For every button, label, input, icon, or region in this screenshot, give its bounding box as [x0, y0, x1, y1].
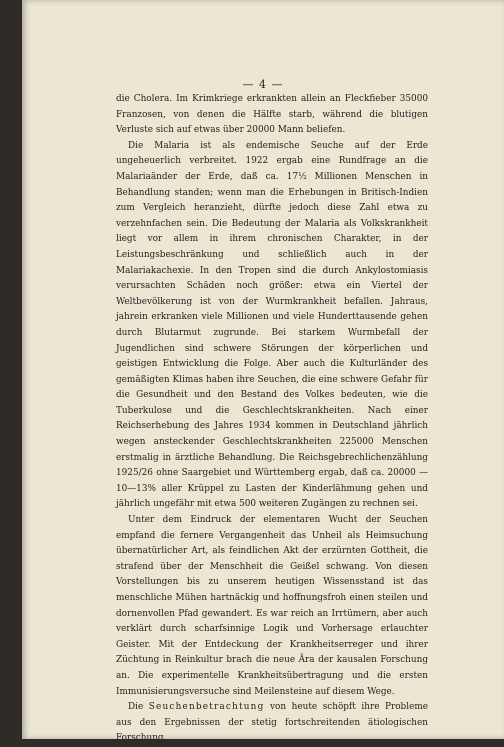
paragraph-4: [116, 700, 428, 747]
paragraph-1: die Cholera. Im Krimkriege erkrankten allein an Fleckfieber 35000 Franzosen, von denen die Hälfte starb, während die blutigen Verluste sich auf etwas über 20000 Mann beliefen.: [116, 94, 428, 136]
paragraph-3: Unter dem Eindruck der elementaren Wucht der Seuchen empfand die fernere Vergangenheit das Unheil als Heimsuchung übernatürlicher Art, als feindlichen Akt der erzürnten Gottheit, die strafend über der Menschheit die Geißel schwang. Von diesen Vorstellungen bis zu unserem heutigen Wissensstand ist das menschliche Mühen hartnäckig und hoffnungsfroh einen steilen und dornenvollen Pfad gewandert. Es war reich an Irrtümern, aber auch verklärt durch scharfsinnige Logik und Vorhersage erlauchter Geister. Mit der Entdeckung der Krankheitserreger und ihrer Züchtung in Reinkultur brach die neue Ära der kausalen Forschung an. Die experimentelle Krankheitsübertragung und die ersten Immunisierungsversuche sind Meilensteine auf diesem Wege.: [116, 515, 428, 697]
page-number: — 4 —: [242, 78, 284, 91]
paragraph-4-lead: Die: [128, 702, 149, 713]
paragraph-2: Die Malaria ist als endemische Seuche auf der Erde ungeheuerlich verbreitet. 1922 ergab eine Rundfrage an die Malariaänder der Erde, daß ca. 17½ Millionen Menschen in Behandlung standen; wenn man die Erhebungen in Britisch-Indien zum Vergleich heranzieht, dürfte jedoch diese Zahl etwa zu verzehnfachen sein. Die Bedeutung der Malaria als Volkskrankheit liegt vor allem in ihrem chronischen Charakter, in der Leistungsbeschränkung und schließlich auch in der Malariakachexie. In den Tropen sind die durch Ankylostomiasis verursachten Schäden noch größer: etwa ein Viertel der Weltbevölkerung ist von der Wurmkrankheit befallen. Jahraus, jahrein erkranken viele Millionen und viele Hunderttausende gehen durch Blutarmut zugrunde. Bei starkem Wurmbefall der Jugendlichen sind schwere Störungen der körperlichen und geistigen Entwicklung die Folge. Aber auch die Kulturländer des gemäßigten Klimas haben ihre Seuchen, die eine schwere Gefahr für die Gesundheit und den Bestand des Volkes bedeuten, wie die Tuberkulose und die Geschlechtskrankheiten. Nach einer Reichserhebung des Jahres 1934 kommen in Deutschland jährlich wegen ansteckender Geschlechtskrankheiten 225000 Menschen erstmalig in ärztliche Behandlung. Die Reichsgebrechlichenzählung 1925/26 ohne Saargebiet und Württemberg ergab, daß ca. 20000 — 10—13% aller Krüppel zu Lasten der Kinderlähmung gehen und jährlich ungefähr mit etwa 500 weiteren Zugängen zu rechnen sei.: [116, 140, 428, 510]
spaced-term: Seuchenbetrachtung: [148, 702, 265, 713]
book-page: [22, 0, 504, 744]
body-text: [116, 92, 428, 747]
paragraph-4-rest: von heute schöpft ihre Probleme aus den Ergebnissen der stetig fortschreitenden ätiologischen Forschung,: [116, 702, 428, 744]
